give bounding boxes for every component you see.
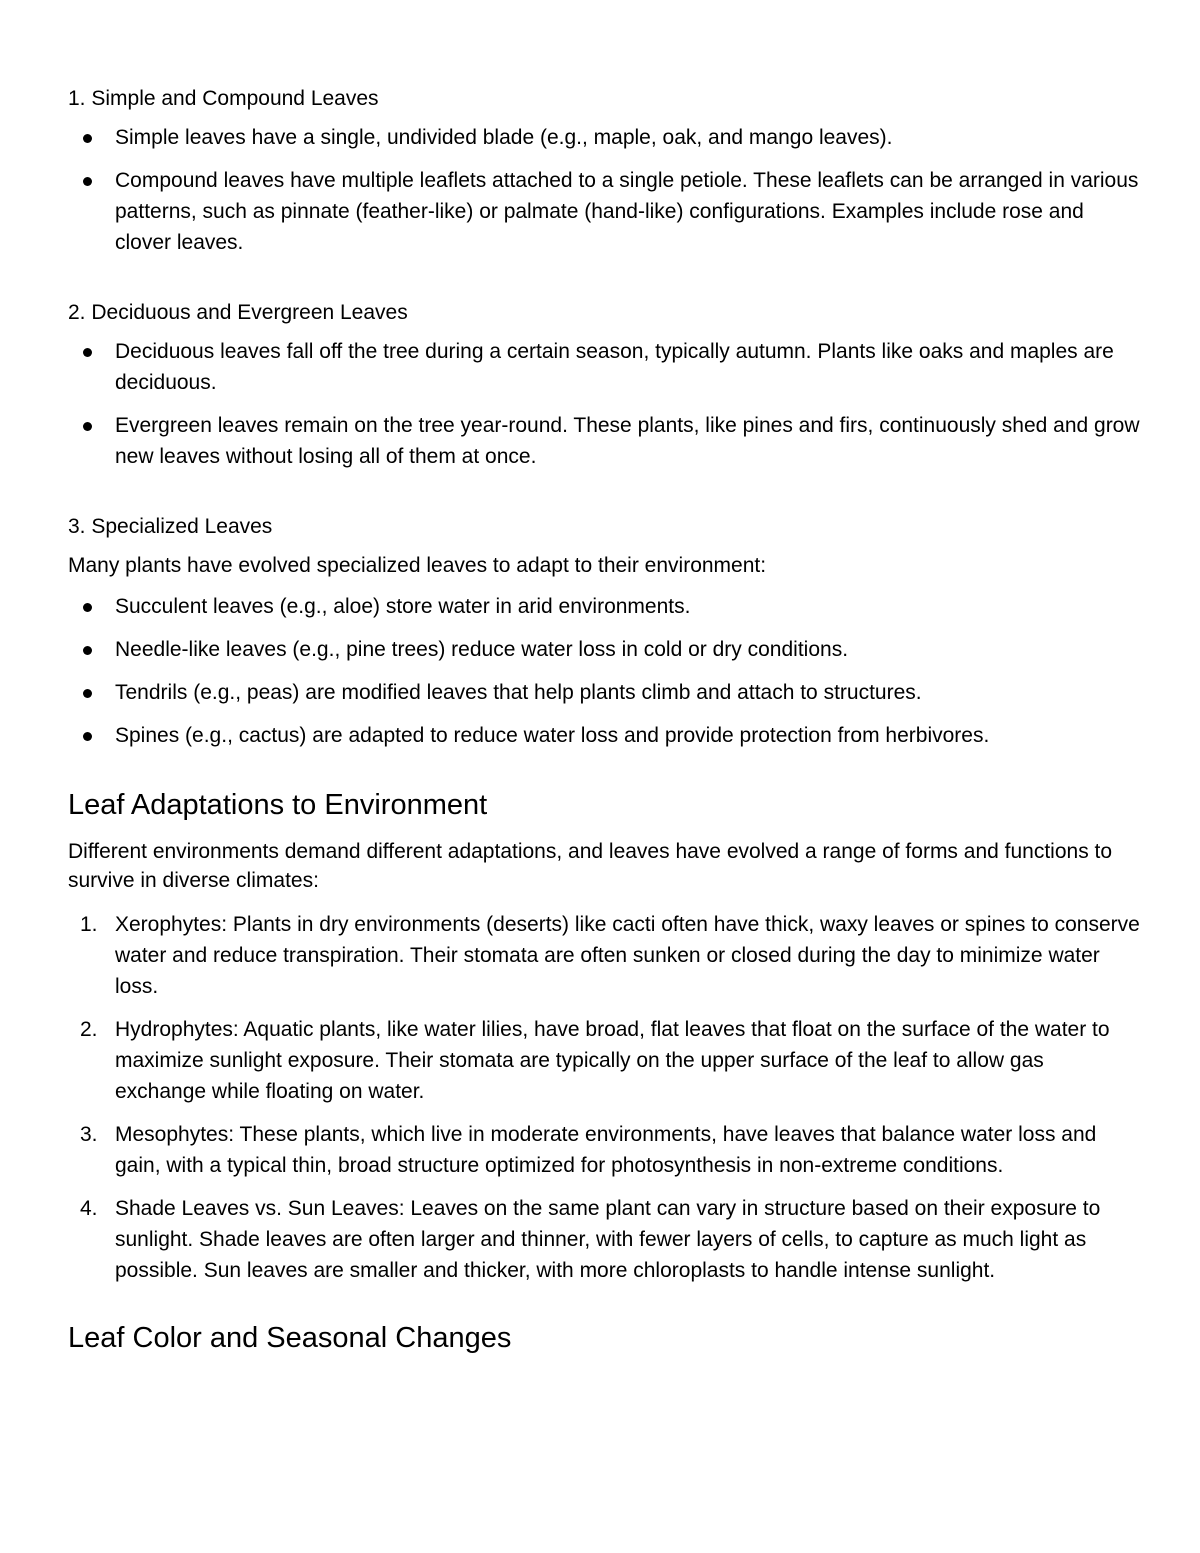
list-item [68,720,1140,751]
list-item-term: Evergreen [115,414,212,437]
list-number: 3. [80,1123,98,1146]
heading-leaf-color: Leaf Color and Seasonal Changes [68,1322,512,1354]
list-item-term: Hydrophytes [115,1018,233,1041]
bullet-icon [83,689,92,698]
list-item-text: (e.g., pine trees) reduce water loss in cold or dry conditions. [286,638,849,661]
list-item-term: Deciduous [115,340,215,363]
list-item-text: leaves have a single, undivided blade (e.g., maple, oak, and mango leaves). [179,126,893,149]
list-item [68,1193,1140,1286]
list-item [68,591,1140,622]
list-item-term: Shade Leaves vs. Sun Leaves [115,1197,399,1220]
section-heading-simple-compound: 1. Simple and Compound Leaves [68,87,379,110]
list-item-term: Spines [115,724,180,747]
list-item-text: leaves remain on the tree year-round. These plants, like pines and firs, continuously shed and grow new leaves without losing all of them at once. [115,414,1140,468]
paragraph-adaptations: Different environments demand different adaptations, and leaves have evolved a range of forms and functions to survive in diverse climates: [68,840,1113,892]
list-item-text: (e.g., peas) are modified leaves that help plants climb and attach to structures. [187,681,922,704]
list-item-text: (e.g., aloe) store water in arid environments. [273,595,691,618]
bullet-icon [83,177,92,186]
section-heading-specialized: 3. Specialized Leaves [68,515,273,538]
list-item [68,677,1140,708]
list-item-term: Succulent leaves [115,595,274,618]
list-item-text: (e.g., cactus) are adapted to reduce water loss and provide protection from herbivores. [179,724,990,747]
list-item-text: : Plants in dry environments (deserts) like cacti often have thick, waxy leaves or spines to conserve water and reduce transpiration. Their stomata are often sunken or closed during the day to minimize water loss. [115,913,1140,998]
list-item-term: Xerophytes [115,913,222,936]
bullet-icon [83,646,92,655]
list-item-term: Mesophytes [115,1123,229,1146]
list-number: 4. [80,1197,98,1220]
list-item-text: : Leaves on the same plant can vary in structure based on their exposure to sunlight. Shade leaves are often larger and thinner, with fewer layers of cells, to capture as much light as possible. Sun leaves are smaller and thicker, with more chloroplasts to handle intense sunlight. [115,1197,1101,1282]
list-item-text: leaves have multiple leaflets attached to a single petiole. These leaflets can be arranged in various patterns, such as pinnate (feather-like) or palmate (hand-like) configurations. Examples include rose and clover leaves. [115,169,1139,254]
numbered-list-adaptations [68,909,1140,1286]
section-intro-specialized: Many plants have evolved specialized leaves to adapt to their environment: [68,554,767,577]
bullet-icon [83,732,92,741]
list-item [68,1014,1140,1107]
list-item-term: Tendrils [115,681,188,704]
list-item-term: Compound [115,169,218,192]
list-item [68,634,1140,665]
bullet-icon [83,603,92,612]
bullet-icon [83,134,92,143]
bullet-list-deciduous-evergreen [68,336,1140,472]
list-item-text: : These plants, which live in moderate environments, have leaves that balance water loss and gain, with a typical thin, broad structure optimized for photosynthesis in non-extreme conditions. [115,1123,1097,1177]
bullet-list-specialized [68,591,1140,751]
list-number: 2. [80,1018,98,1041]
list-item-term: Needle-like leaves [115,638,287,661]
list-item [68,410,1140,472]
list-item-term: Simple [115,126,180,149]
bullet-icon [83,348,92,357]
list-item-text: : Aquatic plants, like water lilies, have broad, flat leaves that float on the surface of the water to maximize sunlight exposure. Their stomata are typically on the upper surface of the leaf to allow gas exchange while floating on water. [115,1018,1110,1103]
bullet-icon [83,422,92,431]
bullet-list-simple-compound [68,122,1140,258]
list-item-text: leaves fall off the tree during a certain season, typically autumn. Plants like oaks and maples are deciduous. [115,340,1114,394]
list-item [68,909,1140,1002]
list-item [68,1119,1140,1181]
section-heading-deciduous-evergreen: 2. Deciduous and Evergreen Leaves [68,301,408,324]
list-item [68,122,1140,153]
heading-leaf-adaptations: Leaf Adaptations to Environment [68,789,488,821]
list-item [68,336,1140,398]
list-item [68,165,1140,258]
list-number: 1. [80,913,98,936]
